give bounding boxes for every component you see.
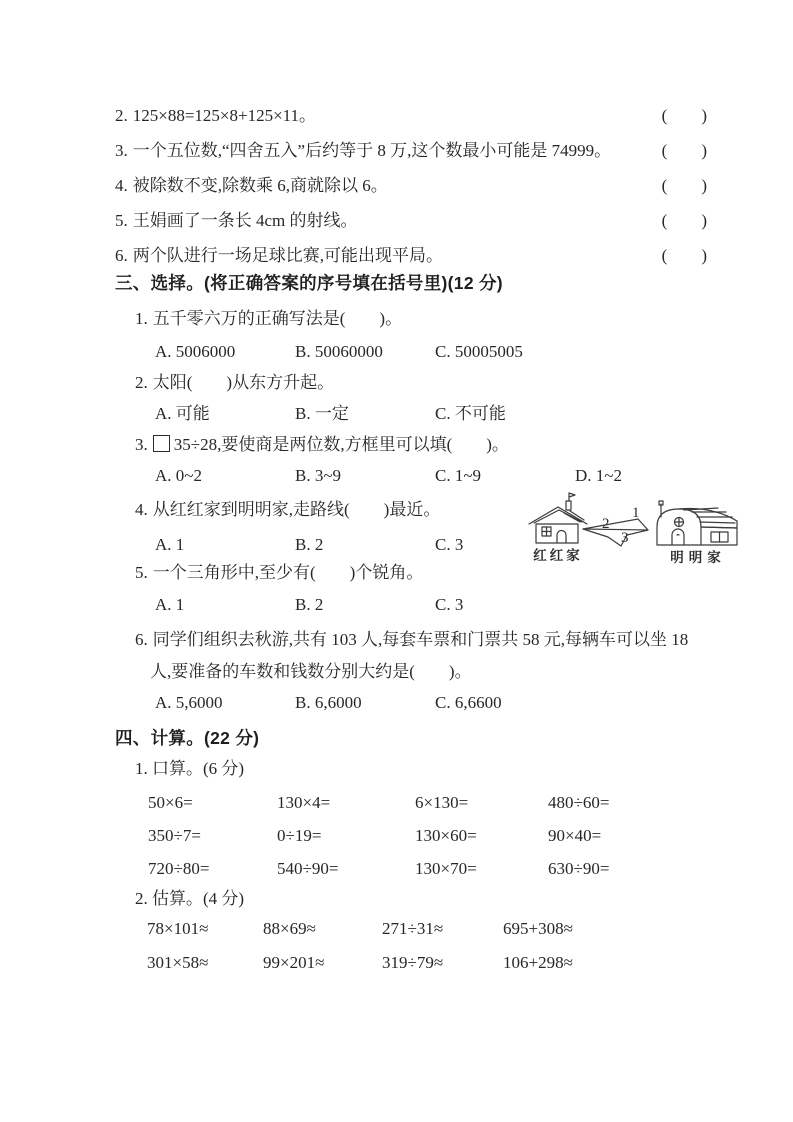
calc-item: 88×69≈ <box>263 919 316 938</box>
calc-item: 350÷7= <box>148 826 201 845</box>
question-number: 3. <box>115 141 128 160</box>
calc-item: 319÷79≈ <box>382 953 444 972</box>
option-c: C. 50005005 <box>435 342 523 361</box>
question-body: 太阳( )从东方升起。 <box>152 373 335 392</box>
blank-box <box>153 435 170 452</box>
calc-item: 301×58≈ <box>147 953 209 972</box>
question-body: 同学们组织去秋游,共有 103 人,每套车票和门票共 58 元,每辆车可以坐 18 人,要准备的车数和钱数分别大约是( )。 <box>150 630 689 681</box>
right-house-icon <box>657 501 737 545</box>
calc-item: 0÷19= <box>277 826 322 845</box>
option-a: A. 1 <box>155 535 185 554</box>
estimate-calc-row <box>115 918 707 940</box>
calc-item: 6×130= <box>415 793 469 812</box>
section-heading-calc: 四、计算。(22 分) <box>115 728 260 748</box>
true-false-question-3 <box>115 140 707 162</box>
calc-item: 130×4= <box>277 793 331 812</box>
route-1-label: 1 <box>632 505 640 521</box>
question-number: 3. <box>135 435 148 454</box>
calc-item: 50×6= <box>148 793 193 812</box>
choice-options-2 <box>115 403 707 425</box>
option-c: C. 不可能 <box>435 404 506 423</box>
right-house-label: 明明家 <box>670 550 726 565</box>
calc-item: 130×70= <box>415 859 477 878</box>
option-a: A. 5006000 <box>155 342 236 361</box>
oral-calc-row <box>115 792 707 814</box>
left-house-icon <box>529 493 587 543</box>
option-b: B. 2 <box>295 535 324 554</box>
question-body: 35÷28,要使商是两位数,方框里可以填( )。 <box>173 435 509 454</box>
option-c: C. 3 <box>435 535 464 554</box>
calc-item: 720÷80= <box>148 859 210 878</box>
question-text <box>115 210 662 232</box>
question-number: 5. <box>135 563 148 582</box>
question-number: 4. <box>115 176 128 195</box>
answer-brackets: ( ) <box>661 211 707 230</box>
calc-item: 695+308≈ <box>503 919 573 938</box>
route-figure-graphic <box>526 480 754 572</box>
choice-question-1 <box>115 308 707 330</box>
section-heading-choice: 三、选择。(将正确答案的序号填在括号里)(12 分) <box>115 273 503 293</box>
calc-item: 630÷90= <box>548 859 610 878</box>
calc-item: 99×201≈ <box>263 953 325 972</box>
question-body: 一个三角形中,至少有( )个锐角。 <box>152 563 424 582</box>
route-figure <box>526 480 754 572</box>
estimate-calc-row <box>115 952 707 974</box>
calc-item: 480÷60= <box>548 793 610 812</box>
choice-question-2 <box>115 372 707 394</box>
option-b: B. 3~9 <box>295 466 342 485</box>
estimate-calc-label: 2. 估算。(4 分) <box>135 889 245 908</box>
option-d: D. 1~2 <box>575 466 622 485</box>
option-b: B. 一定 <box>295 404 349 423</box>
question-number: 2. <box>115 106 128 125</box>
question-body: 被除数不变,除数乘 6,商就除以 6。 <box>132 176 388 195</box>
question-text <box>115 140 662 162</box>
choice-question-3 <box>115 434 707 456</box>
calc-item: 540÷90= <box>277 859 339 878</box>
question-body: 王娟画了一条长 4cm 的射线。 <box>132 211 358 230</box>
question-text <box>115 245 662 267</box>
oral-calc-row <box>115 858 707 880</box>
question-body: 125×88=125×8+125×11。 <box>132 106 317 125</box>
option-a: A. 0~2 <box>155 466 202 485</box>
true-false-question-6 <box>115 245 707 267</box>
question-body: 一个五位数,“四舍五入”后约等于 8 万,这个数最小可能是 74999。 <box>132 141 612 160</box>
question-body: 五千零六万的正确写法是( )。 <box>152 309 403 328</box>
option-c: C. 1~9 <box>435 466 482 485</box>
true-false-question-2 <box>115 105 707 127</box>
question-body: 两个队进行一场足球比赛,可能出现平局。 <box>132 246 443 265</box>
left-house-label: 红红家 <box>533 548 583 563</box>
option-a: A. 1 <box>155 595 185 614</box>
true-false-question-5 <box>115 210 707 232</box>
choice-options-1 <box>115 341 707 363</box>
calc-item: 106+298≈ <box>503 953 573 972</box>
calc-item: 90×40= <box>548 826 602 845</box>
question-number: 1. <box>135 309 148 328</box>
option-b: B. 6,6000 <box>295 693 362 712</box>
answer-brackets: ( ) <box>661 141 707 160</box>
answer-brackets: ( ) <box>661 176 707 195</box>
answer-brackets: ( ) <box>661 246 707 265</box>
option-a: A. 5,6000 <box>155 693 223 712</box>
option-b: B. 50060000 <box>295 342 383 361</box>
calc-item: 271÷31≈ <box>382 919 444 938</box>
question-number: 4. <box>135 500 148 519</box>
question-number: 2. <box>135 373 148 392</box>
choice-options-5 <box>115 594 707 616</box>
question-text <box>115 105 662 127</box>
question-number: 5. <box>115 211 128 230</box>
option-b: B. 2 <box>295 595 324 614</box>
option-c: C. 6,6600 <box>435 693 502 712</box>
question-body: 从红红家到明明家,走路线( )最近。 <box>152 500 441 519</box>
answer-brackets: ( ) <box>661 106 707 125</box>
true-false-question-4 <box>115 175 707 197</box>
calc-item: 130×60= <box>415 826 477 845</box>
option-c: C. 3 <box>435 595 464 614</box>
oral-calc-row <box>115 825 707 847</box>
route-2-label: 2 <box>602 516 610 532</box>
question-number: 6. <box>115 246 128 265</box>
question-text <box>115 175 662 197</box>
option-a: A. 可能 <box>155 404 210 423</box>
route-3-label: 3 <box>621 530 629 546</box>
choice-question-6 <box>115 624 707 688</box>
route-arrow-graphic <box>583 519 648 546</box>
question-number: 6. <box>135 630 148 649</box>
calc-item: 78×101≈ <box>147 919 209 938</box>
oral-calc-label: 1. 口算。(6 分) <box>135 759 245 778</box>
choice-options-6 <box>115 692 707 714</box>
